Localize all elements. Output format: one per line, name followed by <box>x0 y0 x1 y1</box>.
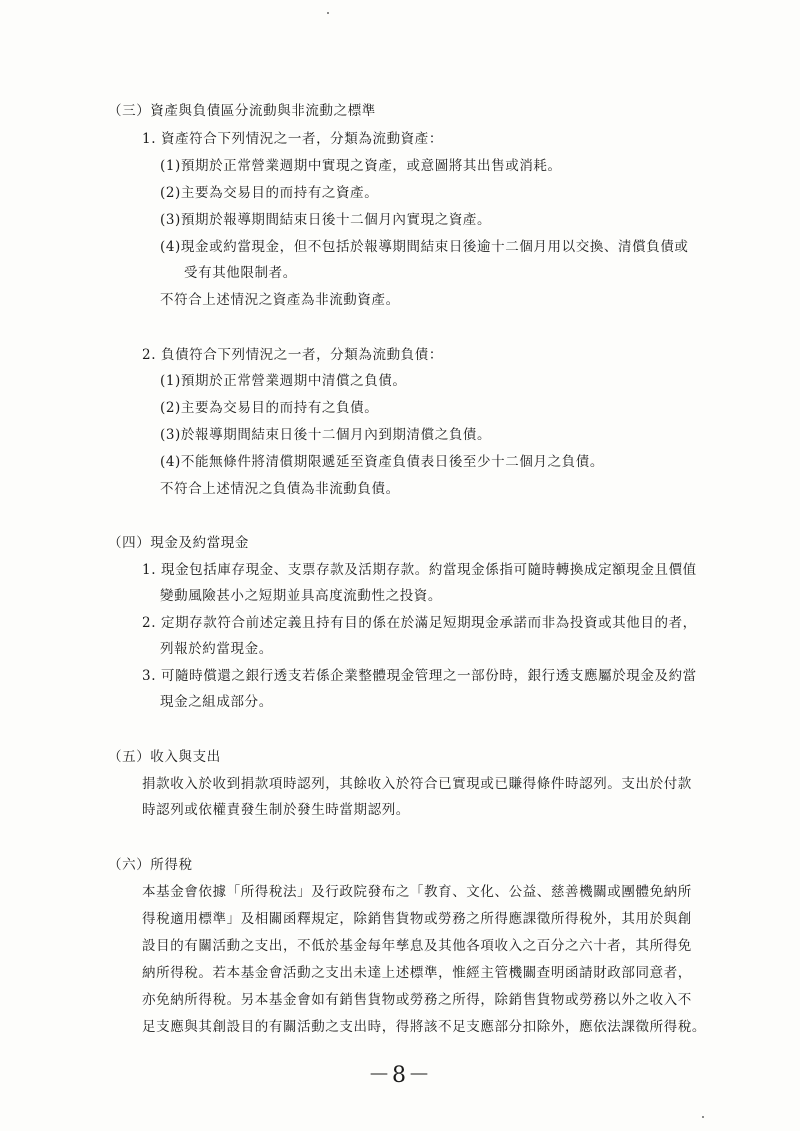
section-4-line-1: 1. 現金包括庫存現金、支票存款及活期存款。約當現金係指可隨時轉換成定額現金且價值 <box>142 562 697 578</box>
section-3-item-1-point-1: (1)預期於正常營業週期中實現之資產，或意圖將其出售或消耗。 <box>160 158 562 174</box>
section-3-item-1-point-3: (3)預期於報導期間結束日後十二個月內實現之資產。 <box>160 212 492 228</box>
section-4-line-2: 變動風險甚小之短期並具高度流動性之投資。 <box>160 588 442 604</box>
section-3-item-2-point-3: (3)於報導期間結束日後十二個月內到期清償之負債。 <box>160 427 492 443</box>
section-3-item-2-point-1: (1)預期於正常營業週期中清償之負債。 <box>160 373 407 389</box>
section-6-line-6: 足支應與其創設目的有關活動之支出時，得將該不足支應部分扣除外，應依法課徵所得稅。 <box>142 1019 706 1035</box>
section-5-heading: （五）收入與支出 <box>108 749 221 765</box>
section-5-line-2: 時認列或依權責發生制於發生時當期認列。 <box>142 802 410 818</box>
section-3-item-1-conclusion: 不符合上述情況之資產為非流動資產。 <box>160 292 400 308</box>
section-3-item-1-title: 1. 資產符合下列情況之一者，分類為流動資產： <box>142 131 443 147</box>
section-6-heading: （六）所得稅 <box>108 857 193 873</box>
section-6-line-5: 亦免納所得稅。另本基金會如有銷售貨物或勞務之所得，除銷售貨物或勞務以外之收入不 <box>142 992 692 1008</box>
section-5-line-1: 捐款收入於收到捐款項時認列，其餘收入於符合已實現或已賺得條件時認列。支出於付款 <box>142 776 692 792</box>
section-3-item-2-title: 2. 負債符合下列情況之一者，分類為流動負債： <box>142 347 443 363</box>
scan-speck <box>702 1116 704 1118</box>
page-number: －8－ <box>368 1063 432 1088</box>
section-3-heading: （三）資產與負債區分流動與非流動之標準 <box>108 103 376 119</box>
section-3-item-1-point-4: (4)現金或約當現金，但不包括於報導期間結束日後逾十二個月用以交換、清償負債或 <box>160 239 689 255</box>
section-4-line-6: 現金之組成部分。 <box>160 694 273 710</box>
section-4-line-4: 列報於約當現金。 <box>160 641 273 657</box>
section-4-line-5: 3. 可隨時償還之銀行透支若係企業整體現金管理之一部份時，銀行透支應屬於現金及約當 <box>142 668 697 684</box>
section-3-item-1-point-4-cont: 受有其他限制者。 <box>184 265 297 281</box>
section-3-item-1-point-2: (2)主要為交易目的而持有之資產。 <box>160 185 379 201</box>
section-3-item-2-point-2: (2)主要為交易目的而持有之負債。 <box>160 400 379 416</box>
section-3-item-2-conclusion: 不符合上述情況之負債為非流動負債。 <box>160 481 400 497</box>
section-4-line-3: 2. 定期存款符合前述定義且持有目的係在於滿足短期現金承諾而非為投資或其他目的者， <box>142 615 697 631</box>
section-6-line-2: 得稅適用標準」及相關函釋規定，除銷售貨物或勞務之所得應課徵所得稅外，其用於與創 <box>142 911 692 927</box>
section-6-line-4: 納所得稅。若本基金會活動之支出未達上述標準，惟經主管機關查明函請財政部同意者， <box>142 965 692 981</box>
section-6-line-3: 設目的有關活動之支出，不低於基金每年孳息及其他各項收入之百分之六十者，其所得免 <box>142 938 692 954</box>
section-4-heading: （四）現金及約當現金 <box>108 535 249 551</box>
scan-speck <box>327 12 329 14</box>
section-3-item-2-point-4: (4)不能無條件將清償期限遞延至資產負債表日後至少十二個月之負債。 <box>160 454 604 470</box>
section-6-line-1: 本基金會依據「所得稅法」及行政院發布之「教育、文化、公益、慈善機關或團體免納所 <box>142 884 692 900</box>
